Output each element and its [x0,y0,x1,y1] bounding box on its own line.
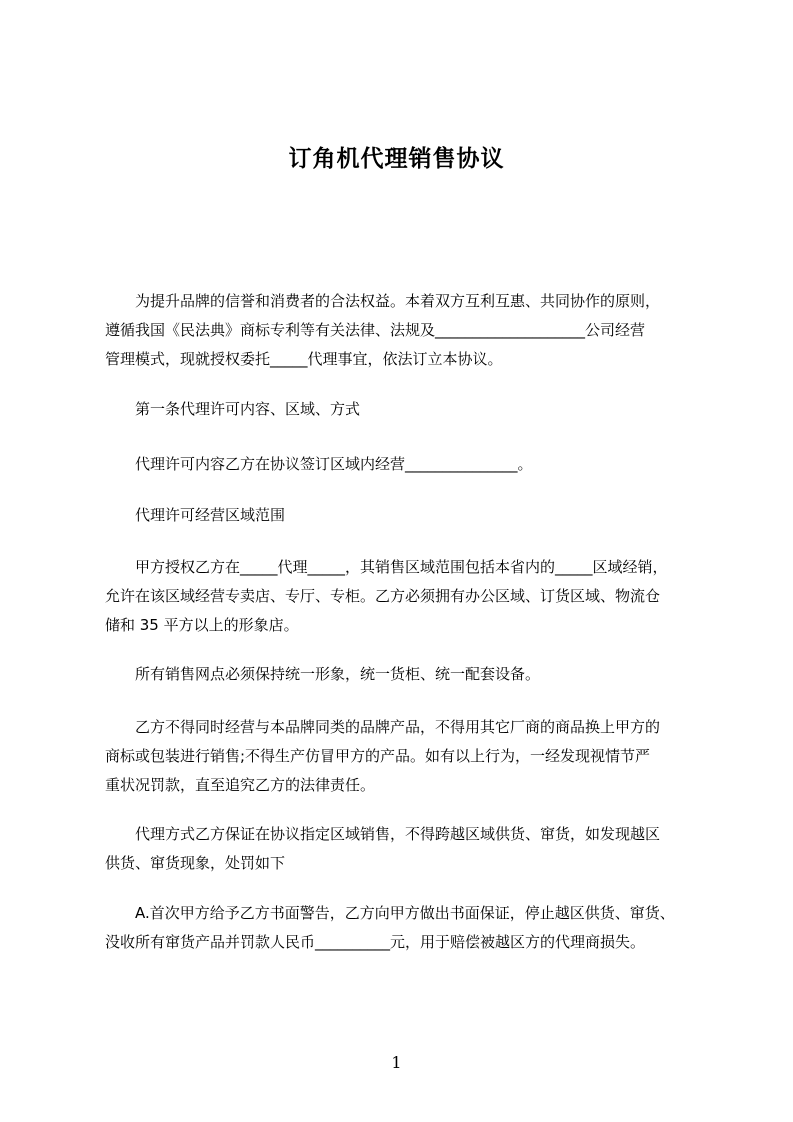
paragraph-region-heading [105,501,700,530]
text-line: 遵循我国《民法典》商标专利等有关法律、法规及____________________公司经营 [105,321,646,339]
text-line: 乙方不得同时经营与本品牌同类的品牌产品，不得用其它厂商的商品换上甲方的 [105,718,661,736]
document-title: 订角机代理销售协议 [288,146,505,172]
text-line: A.首次甲方给予乙方书面警告，乙方向甲方做出书面保证，停止越区供货、窜货、 [105,904,675,922]
section-heading-article-1 [105,395,700,424]
text-line: 储和 35 平方以上的形象店。 [105,616,299,634]
text-line: 甲方授权乙方在_____代理_____，其销售区域范围包括本省内的_____区域经销， [105,558,668,576]
text-line: 所有销售网点必须保持统一形象，统一货柜、统一配套设备。 [105,665,541,683]
text-line: 供货、窜货现象，处罚如下 [105,854,286,872]
paragraph-license-content [105,450,700,479]
text-line: 管理模式，现就授权委托_____代理事宜，依法订立本协议。 [105,350,503,368]
text-line: 代理许可经营区域范围 [105,506,286,524]
text-line: 商标或包装进行销售;不得生产仿冒甲方的产品。如有以上行为，一经发现视情节严 [105,747,651,765]
page-number: 1 [391,1053,402,1072]
text-line: 代理方式乙方保证在协议指定区域销售，不得跨越区域供货、窜货，如发现越区 [105,825,661,843]
paragraph-prohibition [105,713,700,800]
text-line: 重状况罚款，直至追究乙方的法律责任。 [105,776,376,794]
text-line: 为提升品牌的信誉和消费者的合法权益。本着双方互利互惠、共同协作的原则， [105,292,661,310]
text-line: 第一条代理许可内容、区域、方式 [105,400,361,418]
paragraph-penalty-a [105,899,700,957]
paragraph-unified-image [105,660,700,689]
text-line: 代理许可内容乙方在协议签订区域内经营_______________。 [105,455,533,473]
paragraph-region-scope [105,553,700,640]
text-line: 允许在该区域经营专卖店、专厅、专柜。乙方必须拥有办公区域、订货区域、物流仓 [105,587,661,605]
text-line: 没收所有窜货产品并罚款人民币__________元，用于赔偿被越区方的代理商损失。 [105,933,646,951]
paragraph-agency-method [105,820,700,878]
paragraph-intro [105,287,700,374]
